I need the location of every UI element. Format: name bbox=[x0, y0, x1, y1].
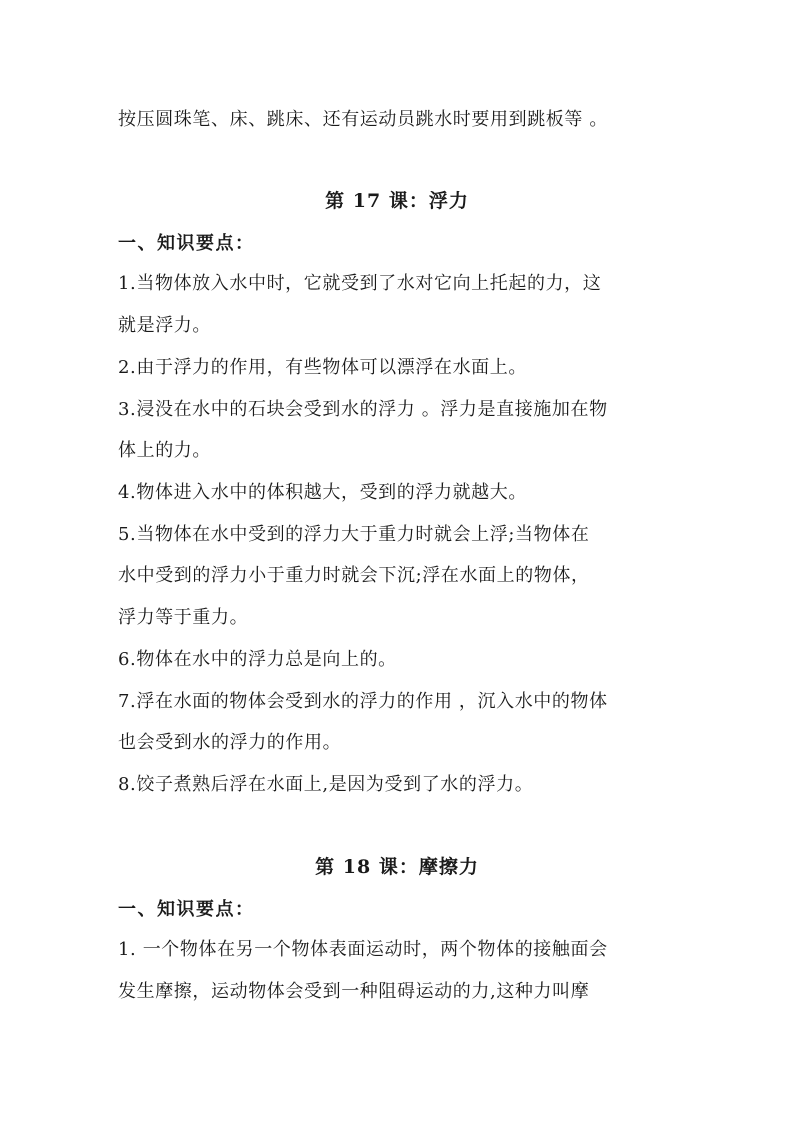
intro-text: 按压圆珠笔、床、跳床、还有运动员跳水时要用到跳板等 。 bbox=[118, 109, 608, 130]
lesson-18-title: 第 18 课：摩擦力 bbox=[315, 856, 479, 878]
lesson-17-title: 第 17 课：浮力 bbox=[325, 190, 469, 212]
lesson-17-line: 也会受到水的浮力的作用。 bbox=[118, 732, 342, 753]
lesson-17-heading: 一、知识要点： bbox=[118, 233, 255, 254]
lesson-17-line: 就是浮力。 bbox=[118, 315, 211, 336]
lesson-17-line: 水中受到的浮力小于重力时就会下沉;浮在水面上的物体， bbox=[118, 565, 590, 586]
lesson-18-heading: 一、知识要点： bbox=[118, 899, 255, 920]
lesson-17-line: 1.当物体放入水中时，它就受到了水对它向上托起的力，这 bbox=[118, 273, 602, 294]
lesson-18-line: 发生摩擦，运动物体会受到一种阻碍运动的力,这种力叫摩 bbox=[118, 981, 590, 1002]
lesson-17-line: 4.物体进入水中的体积越大，受到的浮力就越大。 bbox=[118, 482, 527, 503]
lesson-17-line: 体上的力。 bbox=[118, 440, 211, 461]
lesson-17-line: 浮力等于重力。 bbox=[118, 607, 249, 628]
lesson-17-line: 3.浸没在水中的石块会受到水的浮力 。浮力是直接施加在物 bbox=[118, 399, 608, 420]
lesson-17-line: 6.物体在水中的浮力总是向上的。 bbox=[118, 649, 397, 670]
lesson-17-line: 7.浮在水面的物体会受到水的浮力的作用 ，沉入水中的物体 bbox=[118, 691, 608, 712]
lesson-17-line: 8.饺子煮熟后浮在水面上,是因为受到了水的浮力。 bbox=[118, 774, 534, 795]
lesson-17-line: 5.当物体在水中受到的浮力大于重力时就会上浮;当物体在 bbox=[118, 524, 590, 545]
lesson-17-line: 2.由于浮力的作用，有些物体可以漂浮在水面上。 bbox=[118, 357, 527, 378]
lesson-18-line: 1. 一个物体在另一个物体表面运动时，两个物体的接触面会 bbox=[118, 939, 608, 960]
